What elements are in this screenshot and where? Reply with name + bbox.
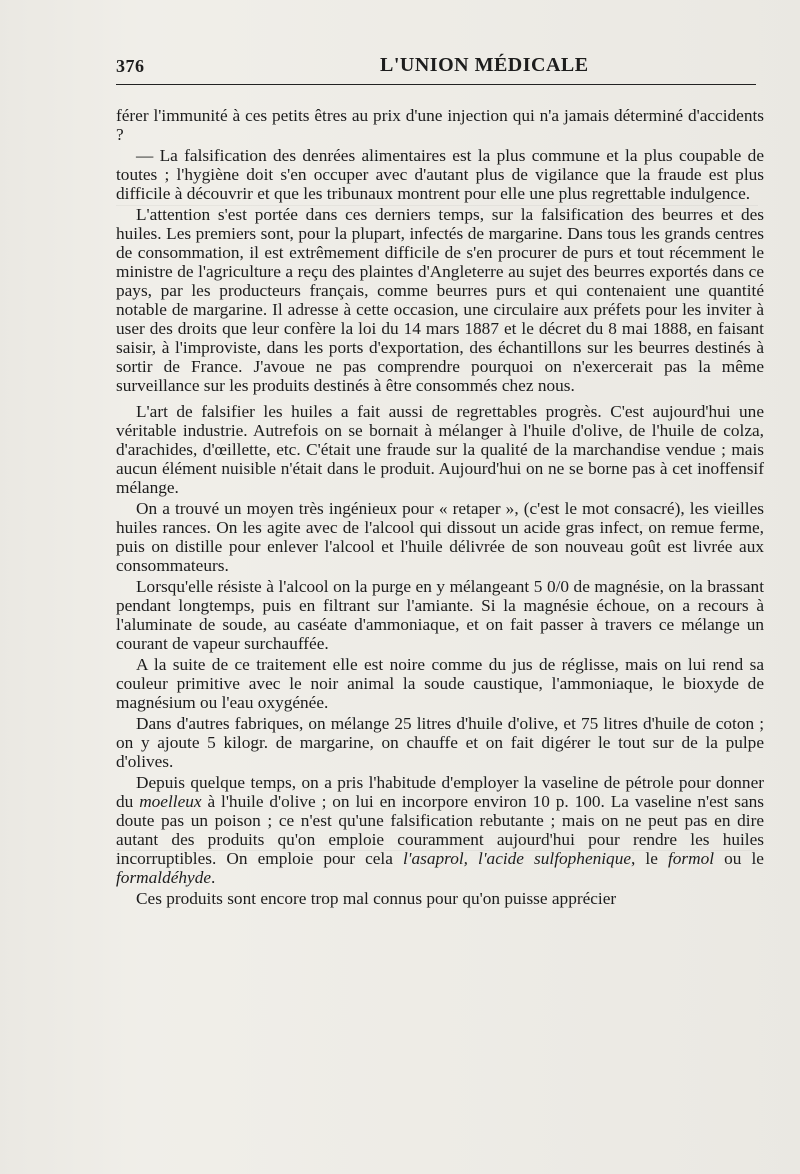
paragraph-butter-and-oils: L'attention s'est portée dans ces derniers temps, sur la falsification des beurres et des huiles. Les premiers sont, pour la plupart, infectés de margarine. Dans tous les grands centres de consommation, il est extrêmement difficile de s'en procurer de purs et tout récemment le ministre de l'agriculture a reçu des plaintes d'Angleterre au sujet des beurres exportés dans ce pays, par les producteurs français, comme beurres purs et qui contenaient une quantité notable de margarine. Il adresse à cette occasion, une circulaire aux préfets pour les inviter à user des droits que leur confère la loi du 14 mars 1887 et le décret du 8 mai 1888, en faisant saisir, à l'improviste, dans les ports d'exportation, des échantillons sur les beurres destinés à sortir de France. J'avoue ne pas comprendre pourquoi on n'exercerait pas la même surveillance sur les produits destinés à être consommés chez nous. [116, 205, 764, 395]
paper-line [116, 525, 758, 526]
italic-term: formol [667, 849, 715, 868]
paper-line [116, 850, 758, 851]
paragraph-food-fraud: — La falsification des denrées alimentaires est la plus commune et la plus coupable de toutes ; l'hygiène doit s'en occuper avec d'autant plus de vigilance que la fraude est plus difficile à découvrir et que les tribunaux montrent pour elle une plus regrettable indulgence. [116, 146, 764, 203]
paragraph-retaper-oils: On a trouvé un moyen très ingénieux pour « retaper », (c'est le mot consacré), les vieilles huiles rances. On les agite avec de l'alcool qui dissout un acide gras infect, on remue ferme, puis on distille pour enlever l'alcool et l'huile délivrée de son nouveau goût est livrée aux consommateurs. [116, 499, 764, 575]
paragraph-text: . [211, 868, 216, 887]
paragraph-alcohol-purge: Lorsqu'elle résiste à l'alcool on la purge en y mélangeant 5 0/0 de magnésie, on la brassant pendant longtemps, puis en filtrant sur l'amiante. Si la magnésie échoue, on a recours à l'aluminate de soude, au caséate d'ammoniaque, et on fait passer à travers ce mélange un courant de vapeur surchauffée. [116, 577, 764, 653]
paragraph-text: Depuis quelque temps, on a pris l'habitude d'employer la vaseline de pétrole pour donner du [116, 773, 764, 811]
page-header [116, 50, 756, 85]
article-body [116, 106, 764, 908]
paragraph-final-line: Ces produits sont encore trop mal connus pour qu'on puisse apprécier [136, 889, 617, 908]
italic-term: l'asaprol, l'acide sulfophenique [402, 849, 632, 868]
paragraph-vaseline-and-preservatives [116, 773, 764, 887]
paragraph-color-restoration: A la suite de ce traitement elle est noire comme du jus de réglisse, mais on lui rend sa couleur primitive avec le noir animal la soude caustique, l'ammoniaque, le bioxyde de magnésium ou l'eau oxygénée. [116, 655, 764, 712]
paragraph-continuation: férer l'immunité à ces petits êtres au prix d'une injection qui n'a jamais déterminé d'accidents ? [116, 106, 764, 144]
paragraph-oil-falsification: L'art de falsifier les huiles a fait aussi de regrettables progrès. C'est aujourd'hui une véritable industrie. Autrefois on se bornait à mélanger à l'huile d'olive, de l'huile de colza, d'arachides, d'œillette, etc. C'était une fraude sur la qualité de la marchandise vendue ; mais aucun élément nuisible n'était dans le produit. Aujourd'hui on ne se borne pas à cet inoffensif mélange. [116, 402, 764, 497]
italic-term: formaldéhyde [116, 868, 212, 887]
paragraph-text: , le [631, 849, 668, 868]
paper-line [116, 205, 758, 206]
journal-title: L'UNION MÉDICALE [380, 54, 589, 76]
paragraph-text: à l'huile d'olive ; on lui en incorpore environ 10 p. 100. La vaseline n'est sans doute pas un poison ; ce n'est qu'une falsification rebutante ; mais on ne peut pas en dire autant des produits qu'on emploie couramment aujourd'hui pour rendre les huiles incorruptibles. On emploie pour cela [116, 792, 764, 868]
paragraph-text: ou le [714, 849, 764, 868]
italic-term: moelleux [139, 792, 202, 811]
page-number: 376 [116, 56, 145, 76]
paragraph-other-factories: Dans d'autres fabriques, on mélange 25 litres d'huile d'olive, et 75 litres d'huile de coton ; on y ajoute 5 kilogr. de margarine, on chauffe et on fait digérer le tout sur de la pulpe d'olives. [116, 714, 764, 771]
